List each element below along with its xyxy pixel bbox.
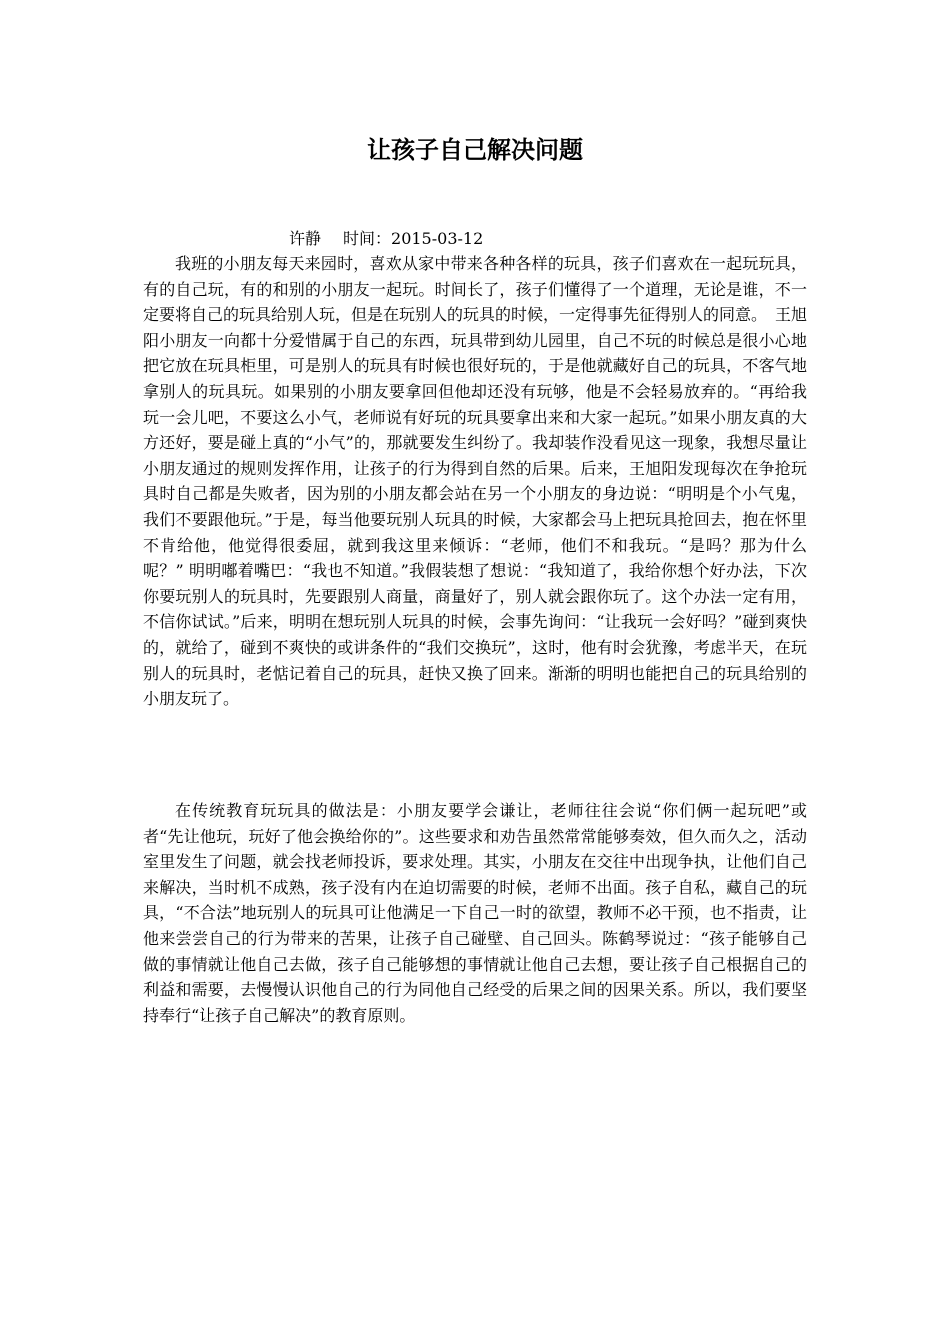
document-title: 让孩子自己解决问题 bbox=[367, 136, 583, 164]
paragraph-reflection: 在传统教育玩玩具的做法是：小朋友要学会谦让，老师往往会说“你们俩一起玩吧”或者“先让他玩，玩好了他会换给你的”。这些要求和劝告虽然常常能够奏效，但久而久之，活动室里发生了问题，就会找老师投诉，要求处理。其实，小朋友在交往中出现争执，让他们自己来解决，当时机不成熟，孩子没有内在迫切需要的时候，老师不出面。孩子自私，藏自己的玩具，“不合法”地玩别人的玩具可让他满足一下自己一时的欲望，教师不必干预，也不指责，让他来尝尝自己的行为带来的苦果，让孩子自己碰壁、自己回头。陈鹤琴说过：“孩子能够自己做的事情就让他自己去做，孩子自己能够想的事情就让他自己去想，要让孩子自己根据自己的利益和需要，去慢慢认识他自己的行为同他自己经受的后果之间的因果关系。所以，我们要坚持奉行“让孩子自己解决”的教育原则。 bbox=[143, 801, 807, 1025]
author-name: 许静 bbox=[289, 229, 322, 248]
paragraph-story: 我班的小朋友每天来园时，喜欢从家中带来各种各样的玩具，孩子们喜欢在一起玩玩具，有的自己玩，有的和别的小朋友一起玩。时间长了，孩子们懂得了一个道理，无论是谁，不一定要将自己的玩具给别人玩，但是在玩别人的玩具的时候，一定得事先征得别人的同意。 王旭阳小朋友一向都十分爱惜属于自己的东西，玩具带到幼儿园里，自己不玩的时候总是很小心地把它放在玩具柜里，可是别人的玩具有时候也很好玩的，于是他就藏好自己的玩具，不客气地拿别人的玩具玩。如果别的小朋友要拿回但他却还没有玩够，他是不会轻易放弃的。“再给我玩一会儿吧，不要这么小气，老师说有好玩的玩具要拿出来和大家一起玩。”如果小朋友真的大方还好，要是碰上真的“小气”的，那就要发生纠纷了。我却装作没看见这一现象，我想尽量让小朋友通过的规则发挥作用，让孩子的行为得到自然的后果。后来，王旭阳发现每次在争抢玩具时自己都是失败者，因为别的小朋友都会站在另一个小朋友的身边说：“明明是个小气鬼，我们不要跟他玩。”于是，每当他要玩别人玩具的时候，大家都会马上把玩具抢回去，抱在怀里不肯给他，他觉得很委屈，就到我这里来倾诉：“老师，他们不和我玩。“是吗？那为什么呢？” 明明嘟着嘴巴：“我也不知道。”我假装想了想说：“我知道了，我给你想个好办法，下次你要玩别人的玩具时，先要跟别人商量，商量好了，别人就会跟你玩了。这个办法一定有用，不信你试试。”后来，明明在想玩别人玩具的时候，会事先询问：“让我玩一会好吗？”碰到爽快的，就给了，碰到不爽快的或讲条件的“我们交换玩”，这时，他有时会犹豫，考虑半天，在玩别人的玩具时，老惦记着自己的玩具，赶快又换了回来。渐渐的明明也能把自己的玩具给别的小朋友玩了。 bbox=[143, 254, 808, 709]
publish-date: 时间：2015-03-12 bbox=[343, 229, 484, 248]
byline bbox=[289, 227, 483, 251]
